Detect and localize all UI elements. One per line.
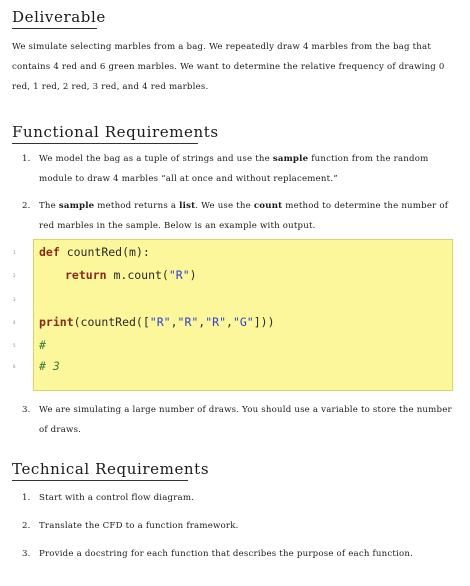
list-number: 2. [22, 201, 31, 211]
list-number: 1. [22, 154, 31, 164]
list-text: We are simulating a large number of draws. You should use a variable to store the number of draws. [39, 405, 452, 435]
code-string: "G" [232, 315, 254, 329]
functional-requirements-heading: Functional Requirements [12, 123, 219, 141]
list-number: 3. [22, 549, 31, 559]
list-text [39, 196, 458, 236]
gutter-line-number: 3 [13, 297, 16, 302]
list-text: Provide a docstring for each function that describes the purpose of each function. [39, 549, 414, 559]
list-text [39, 149, 458, 189]
code-text: , [198, 315, 206, 329]
gutter-line-number: 1 [13, 250, 16, 255]
code-string: "R" [177, 315, 199, 329]
bold-term: sample [58, 201, 95, 211]
code-line-4 [39, 314, 275, 330]
gutter-line-number: 4 [13, 320, 16, 325]
deliverable-heading: Deliverable [12, 8, 106, 26]
code-comment: # [39, 338, 46, 352]
code-text: , [170, 315, 178, 329]
list-number: 2. [22, 521, 31, 531]
text-run: . We use the [195, 201, 254, 211]
technical-requirements-heading-rule [12, 480, 188, 481]
code-text: ])) [253, 315, 275, 329]
bold-term: sample [272, 154, 309, 164]
code-text: m.count( [106, 268, 169, 282]
code-line-5 [39, 337, 46, 353]
text-run: function from the random module to draw 4 marbles “all at once and without replacement.” [39, 154, 429, 184]
list-number: 3. [22, 405, 31, 415]
text-run: The [39, 201, 59, 211]
code-text: countRed(m): [59, 245, 150, 259]
code-keyword: def [39, 245, 60, 259]
list-number: 1. [22, 493, 31, 503]
code-example-box [33, 239, 453, 391]
code-string: "R" [149, 315, 171, 329]
code-text: (countRed([ [73, 315, 150, 329]
code-text: ) [189, 268, 197, 282]
code-text: , [226, 315, 233, 329]
list-text: Start with a control flow diagram. [39, 493, 195, 503]
code-string: "R" [168, 268, 190, 282]
gutter-line-number: 5 [13, 343, 16, 348]
deliverable-heading-rule [12, 28, 97, 29]
technical-requirements-heading: Technical Requirements [12, 460, 210, 478]
gutter-line-number: 2 [13, 273, 16, 278]
code-keyword: return [65, 268, 107, 282]
code-line-2 [65, 267, 197, 283]
gutter-line-number: 6 [13, 364, 16, 369]
code-string: "R" [205, 315, 227, 329]
functional-requirements-heading-rule [12, 143, 198, 144]
bold-term: count [253, 201, 283, 211]
list-text: Translate the CFD to a function framework. [39, 521, 239, 531]
text-run: method to determine the number of red marbles in the sample. Below is an example with output. [39, 201, 449, 231]
deliverable-paragraph: We simulate selecting marbles from a bag. We repeatedly draw 4 marbles from the bag that contains 4 red and 6 green marbles. We want to determine the relative frequency of drawing 0 red, 1 red, 2 red, 3 red, and 4 red marbles. [12, 42, 445, 92]
text-run: We model the bag as a tuple of strings and use the [39, 154, 273, 164]
code-comment: # 3 [39, 359, 60, 373]
code-line-1 [39, 244, 150, 260]
bold-term: list [179, 201, 196, 211]
code-keyword: print [39, 315, 74, 329]
code-line-6 [39, 358, 60, 374]
text-run: method returns a [94, 201, 180, 211]
